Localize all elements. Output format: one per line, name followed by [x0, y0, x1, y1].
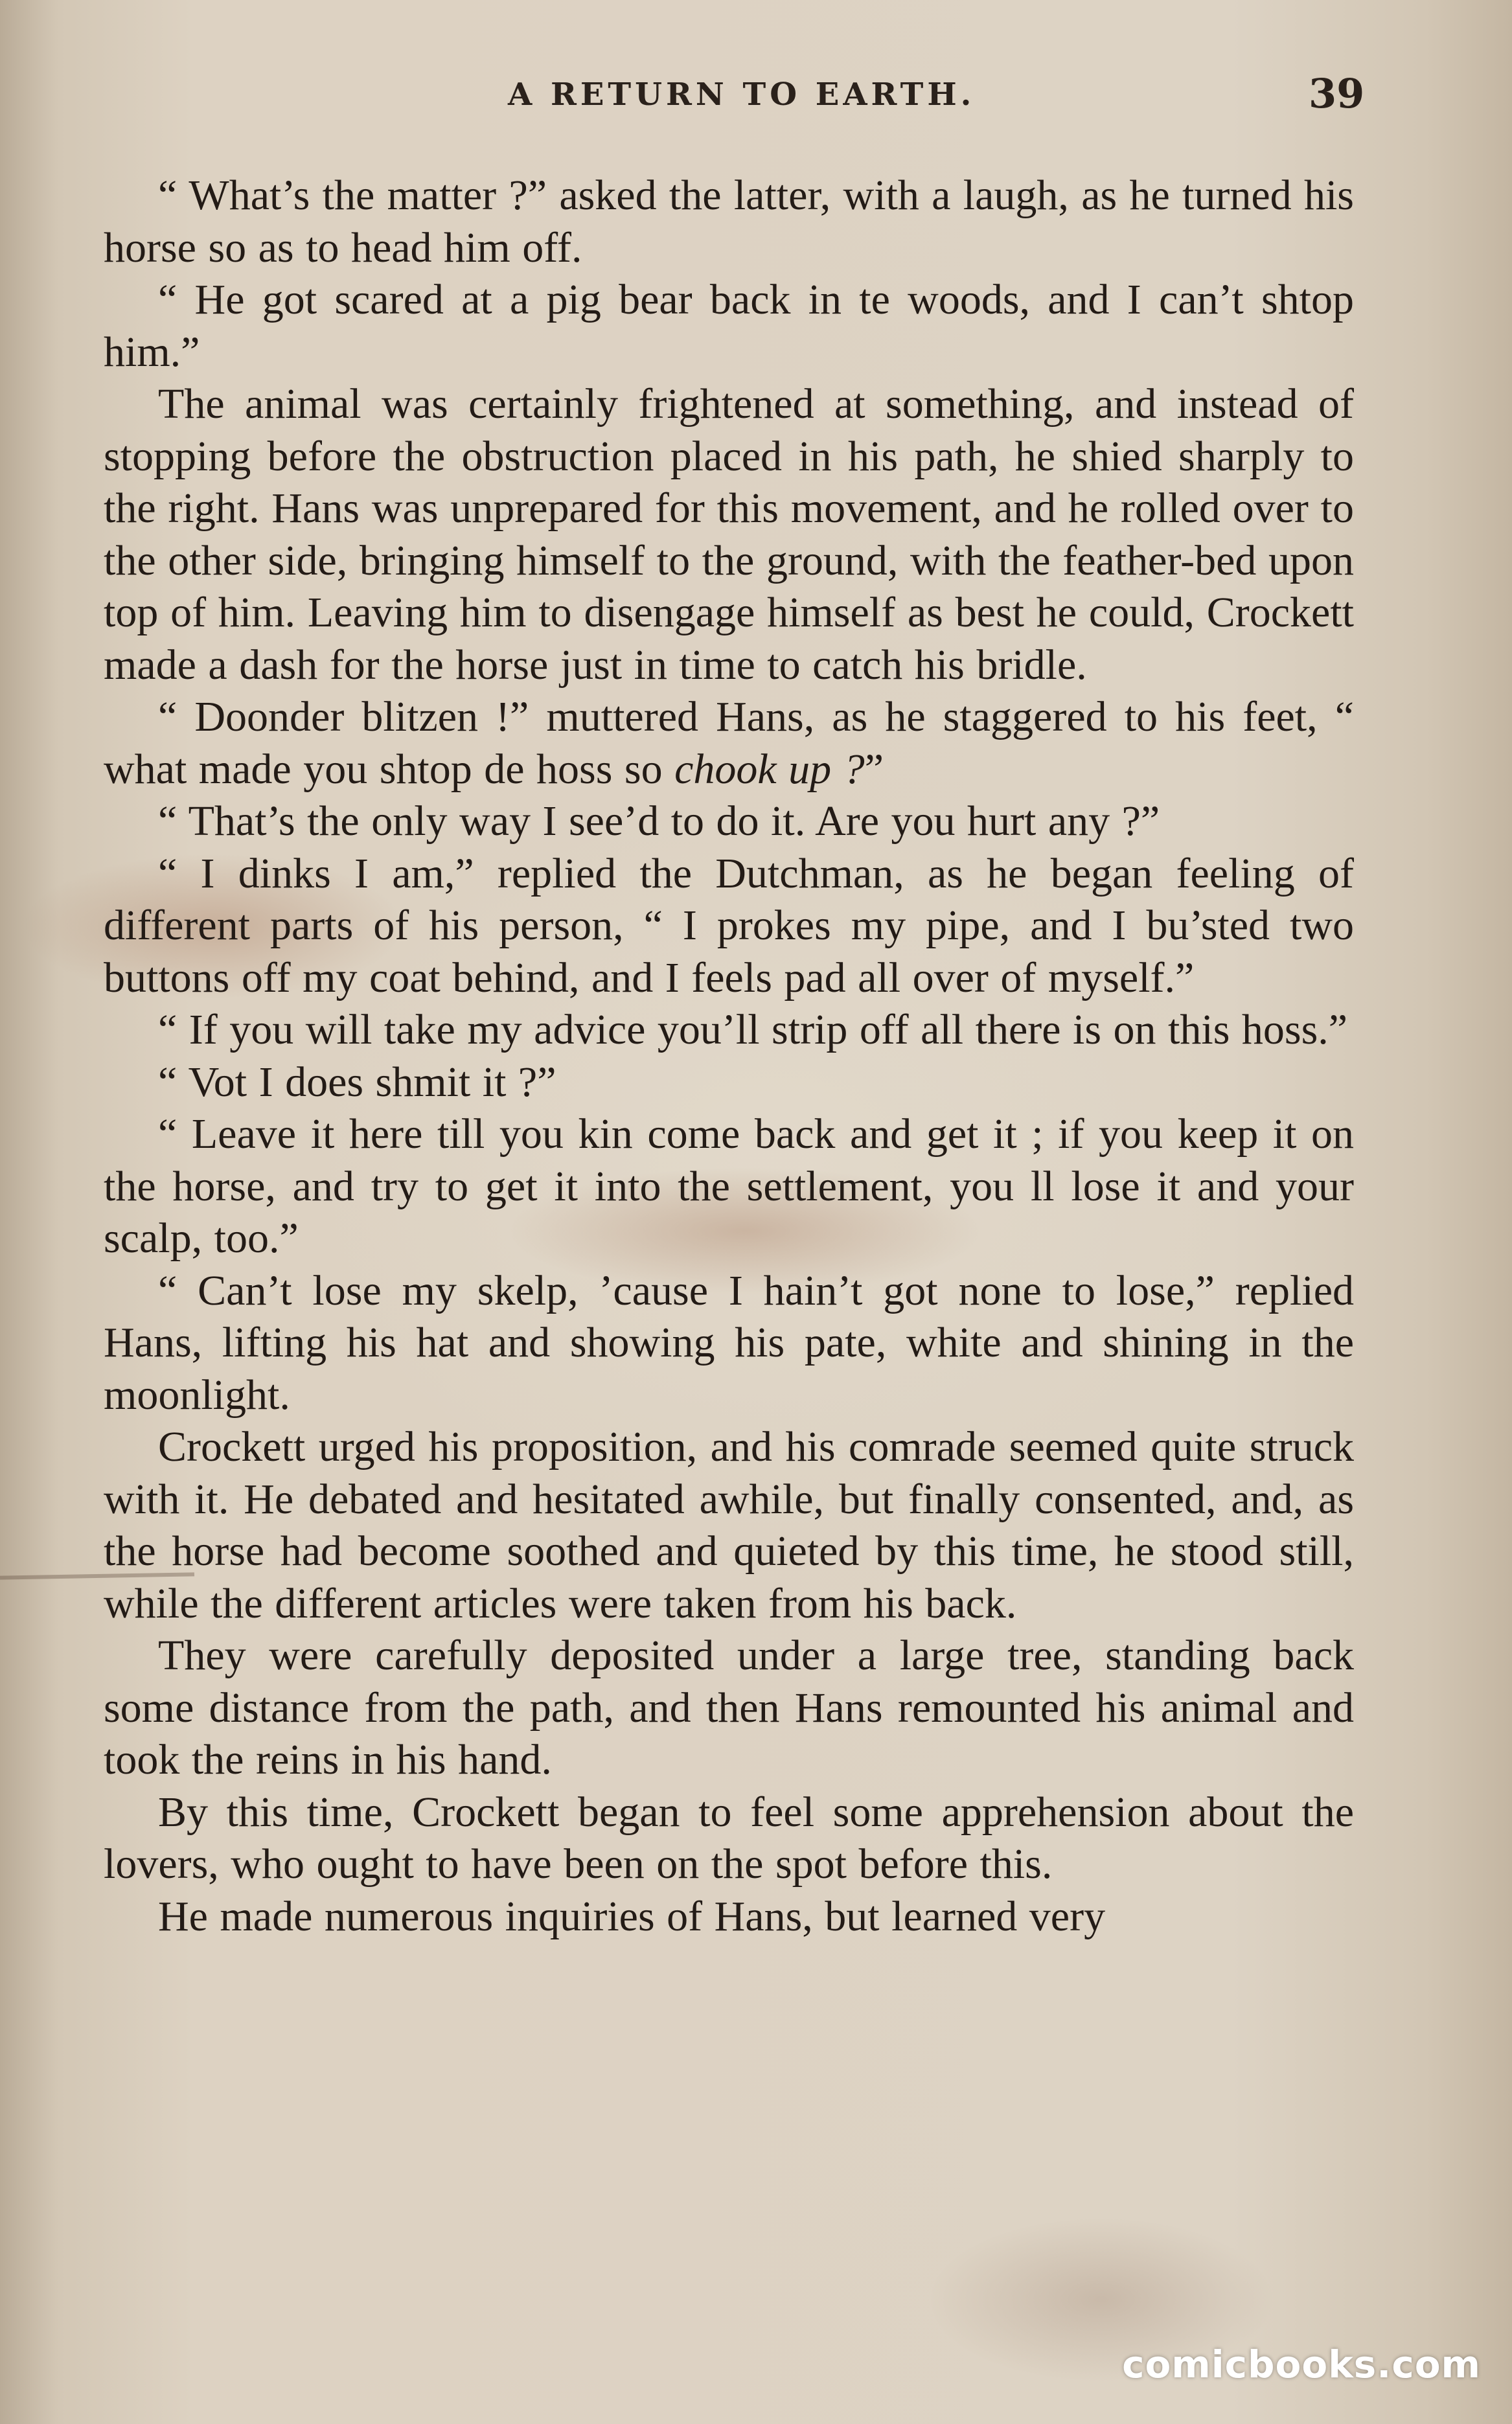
paragraph: “ That’s the only way I see’d to do it. Are you hurt any ?”	[158, 797, 1160, 845]
body-text	[104, 170, 1354, 1943]
running-head	[0, 70, 1512, 122]
paragraph: “ He got scared at a pig bear back in te woods, and I can’t shtop him.”	[104, 276, 1354, 376]
paragraph: “ Leave it here till you kin come back and get it ; if you keep it on the horse, and try to get it into the settlement, you ll lose it and your scalp, too.”	[104, 1110, 1354, 1262]
paragraph: By this time, Crockett began to feel some apprehension about the lovers, who ought to have been on the spot before this.	[104, 1788, 1354, 1888]
paragraph: The animal was certainly frightened at something, and instead of stopping before the obstruction placed in his path, he shied sharply to the right. Hans was unprepared for this movement, and he rolled over to the other side, bringing himself to the ground, with the feather-bed upon top of him. Leaving him to disengage himself as best he could, Crockett made a dash for the horse just in time to catch his bridle.	[104, 380, 1354, 689]
paragraph: “ If you will take my advice you’ll strip off all there is on this hoss.”	[158, 1006, 1348, 1053]
paragraph: Crockett urged his proposition, and his comrade seemed quite struck with it. He debated and hesitated awhile, but finally consented, and, as the horse had become soothed and quieted by this time, he stood still, while the different articles were taken from his back.	[104, 1423, 1354, 1627]
paragraph-text: “ Doonder blitzen !” muttered Hans, as he staggered to his feet, “ what made you shtop de hoss so	[104, 693, 1354, 793]
paragraph: “ I dinks I am,” replied the Dutchman, as he began feeling of different parts of his person, “ I prokes my pipe, and I bu’sted two buttons off my coat behind, and I feels pad all over of myself.”	[104, 849, 1354, 1001]
paragraph: They were carefully deposited under a large tree, standing back some distance from the path, and then Hans remounted his animal and took the reins in his hand.	[104, 1632, 1354, 1783]
watermark: comicbooks.com	[1122, 2342, 1481, 2386]
paragraph: He made numerous inquiries of Hans, but learned very	[158, 1892, 1106, 1940]
running-title: A RETURN TO EARTH.	[508, 76, 976, 113]
paragraph: “ What’s the matter ?” asked the latter, with a laugh, as he turned his horse so as to head him off.	[104, 172, 1354, 271]
paragraph: “ Can’t lose my skelp, ’cause I hain’t got none to lose,” replied Hans, lifting his hat and showing his pate, white and shining in the moonlight.	[104, 1266, 1354, 1419]
paragraph	[104, 691, 1354, 795]
page-number: 39	[1309, 70, 1365, 117]
paragraph-text: ”	[864, 745, 884, 793]
paragraph: “ Vot I does shmit it ?”	[158, 1058, 556, 1106]
italic-phrase: chook up ?	[674, 745, 865, 793]
